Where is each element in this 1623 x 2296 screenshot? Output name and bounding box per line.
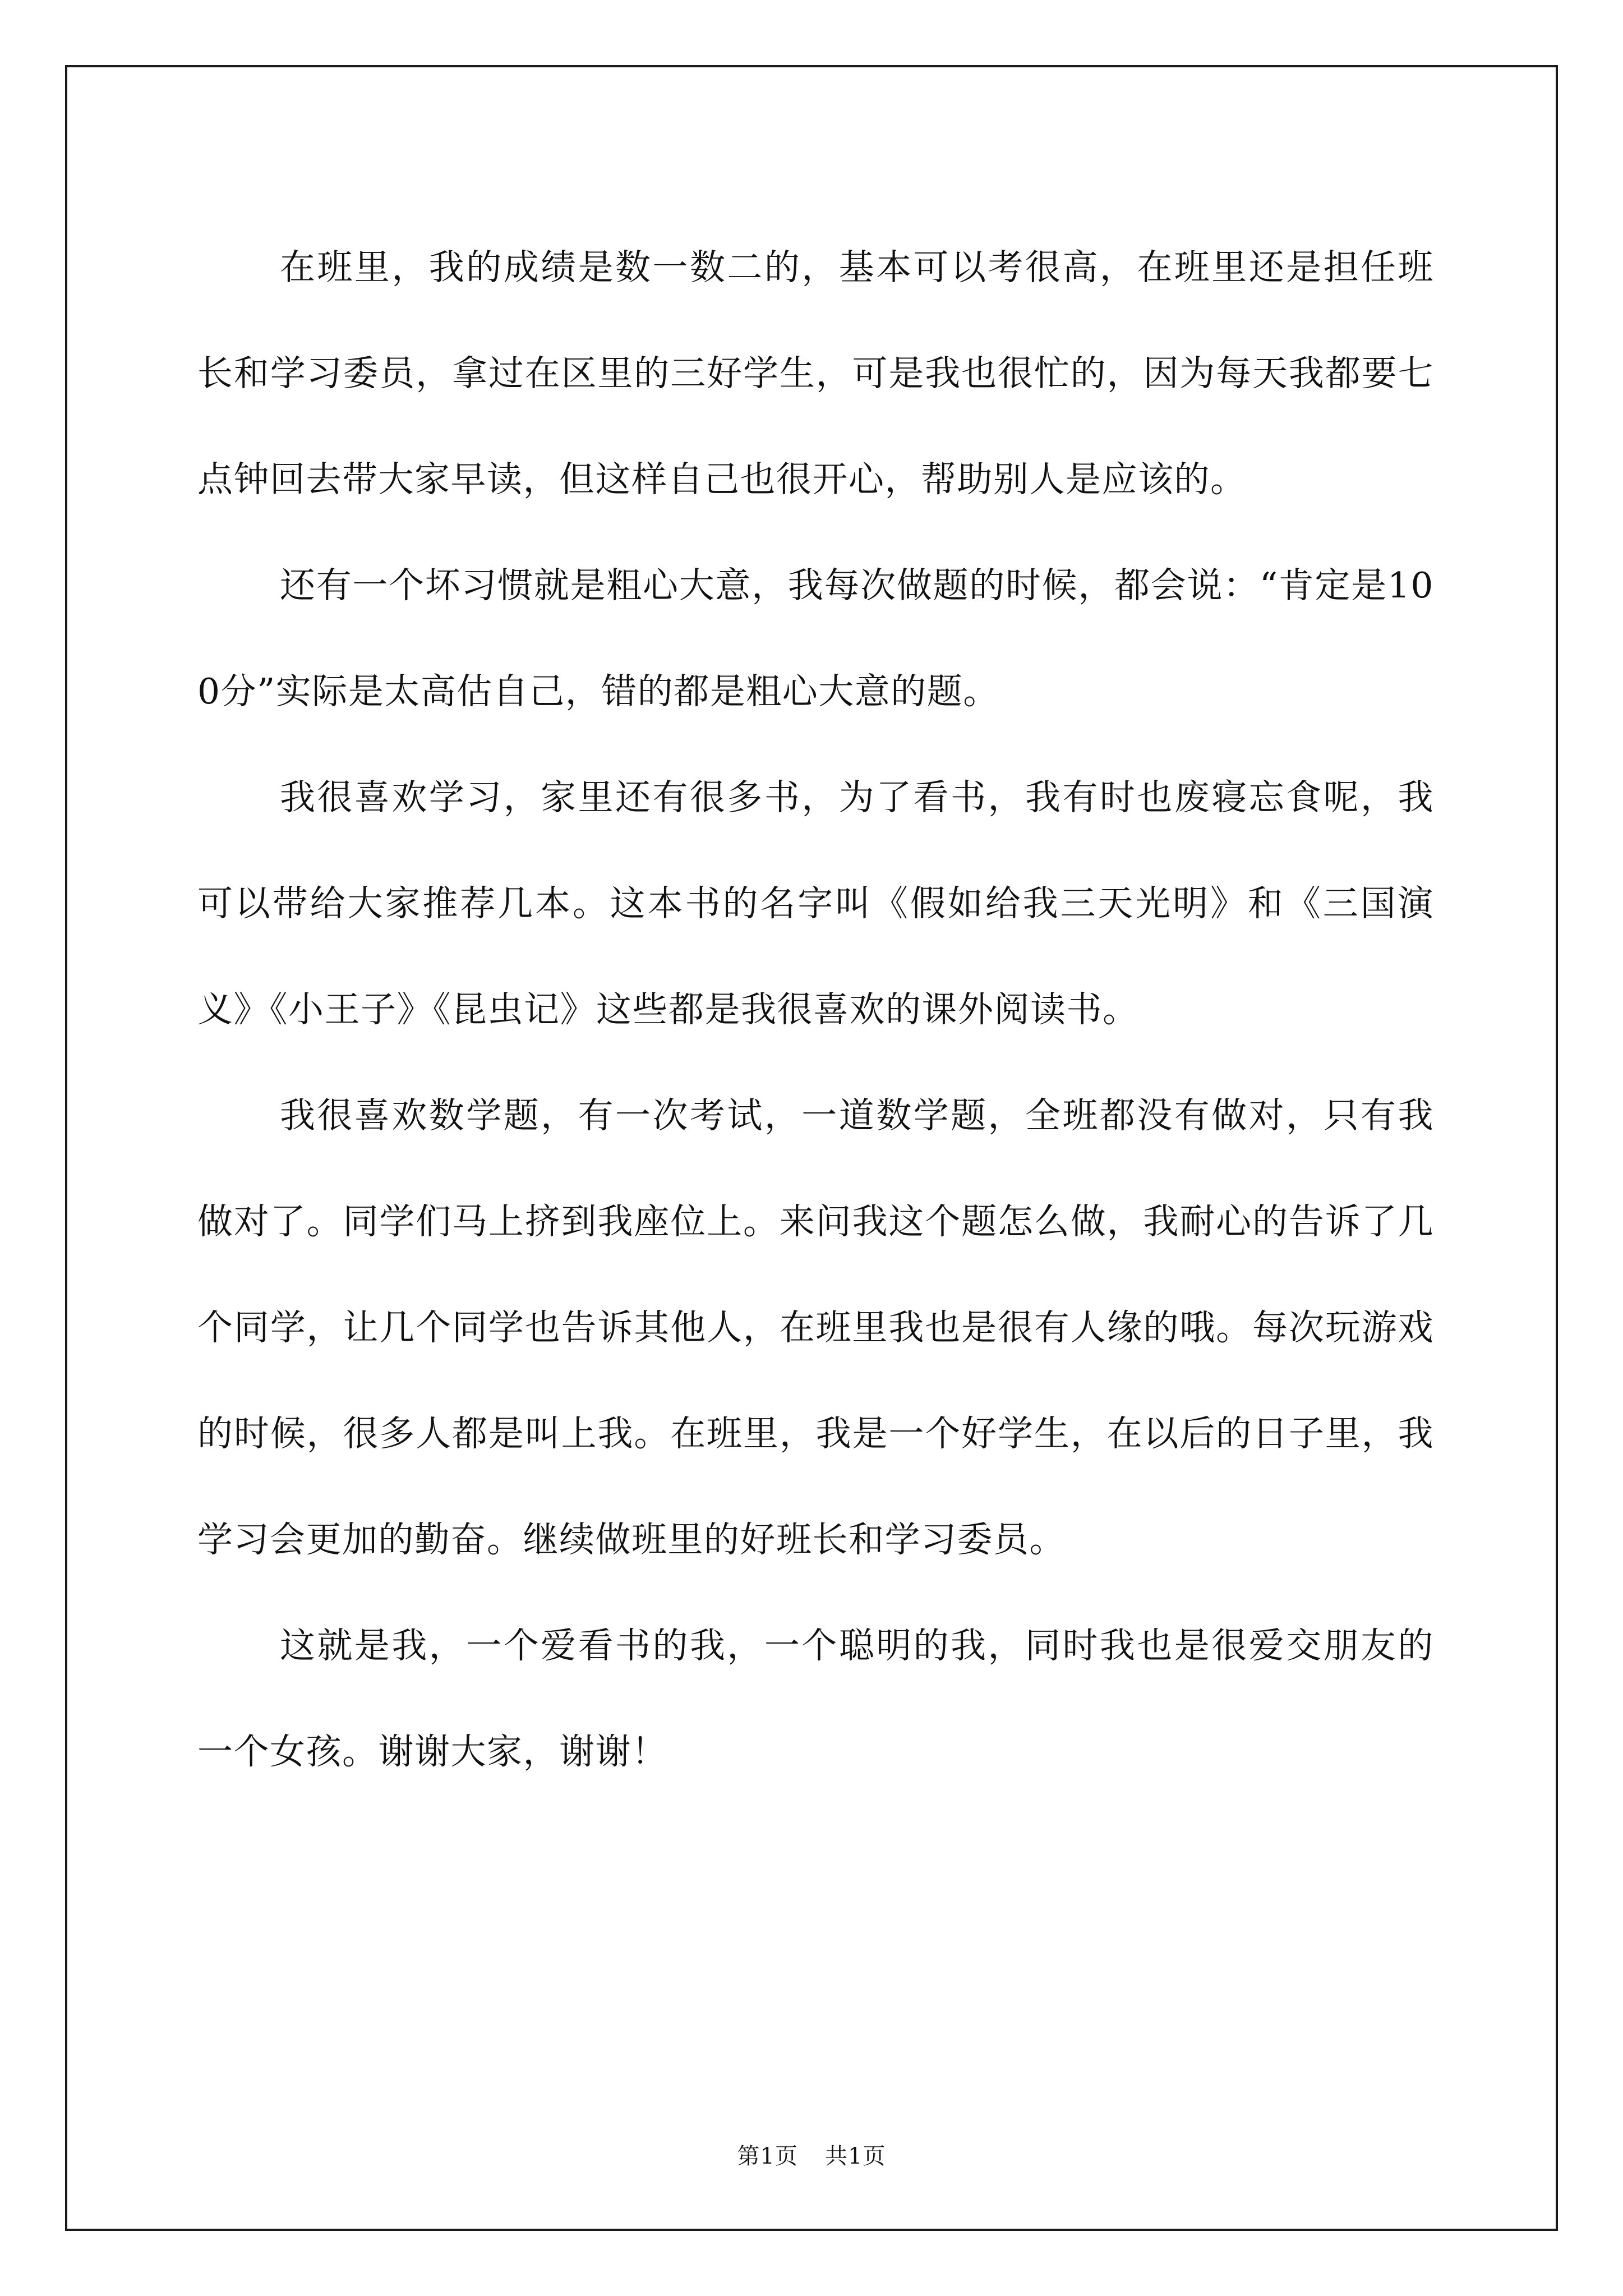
document-body [197,214,1434,1805]
paragraph: 这就是我，一个爱看书的我，一个聪明的我，同时我也是很爱交朋友的一个女孩。谢谢大家，谢谢！ [197,1625,1434,1772]
paragraph: 我很喜欢学习，家里还有很多书，为了看书，我有时也废寝忘食呢，我可以带给大家推荐几本。这本书的名字叫《假如给我三天光明》和《三国演义》《小王子》《昆虫记》这些都是我很喜欢的课外阅读书。 [197,777,1434,1030]
page-total: 共1页 [825,2143,886,2169]
page-footer [0,2138,1623,2170]
paragraph: 在班里，我的成绩是数一数二的，基本可以考很高，在班里还是担任班长和学习委员，拿过在区里的三好学生，可是我也很忙的，因为每天我都要七点钟回去带大家早读，但这样自己也很开心，帮助别人是应该的。 [197,247,1434,500]
paragraph: 还有一个坏习惯就是粗心大意，我每次做题的时候，都会说：“肯定是100分”实际是太高估自己，错的都是粗心大意的题。 [197,565,1434,712]
page-number: 第1页 [737,2143,798,2169]
paragraph: 我很喜欢数学题，有一次考试，一道数学题，全班都没有做对，只有我做对了。同学们马上挤到我座位上。来问我这个题怎么做，我耐心的告诉了几个同学，让几个同学也告诉其他人，在班里我也是很有人缘的哦。每次玩游戏的时候，很多人都是叫上我。在班里，我是一个好学生，在以后的日子里，我学习会更加的勤奋。继续做班里的好班长和学习委员。 [197,1095,1434,1560]
